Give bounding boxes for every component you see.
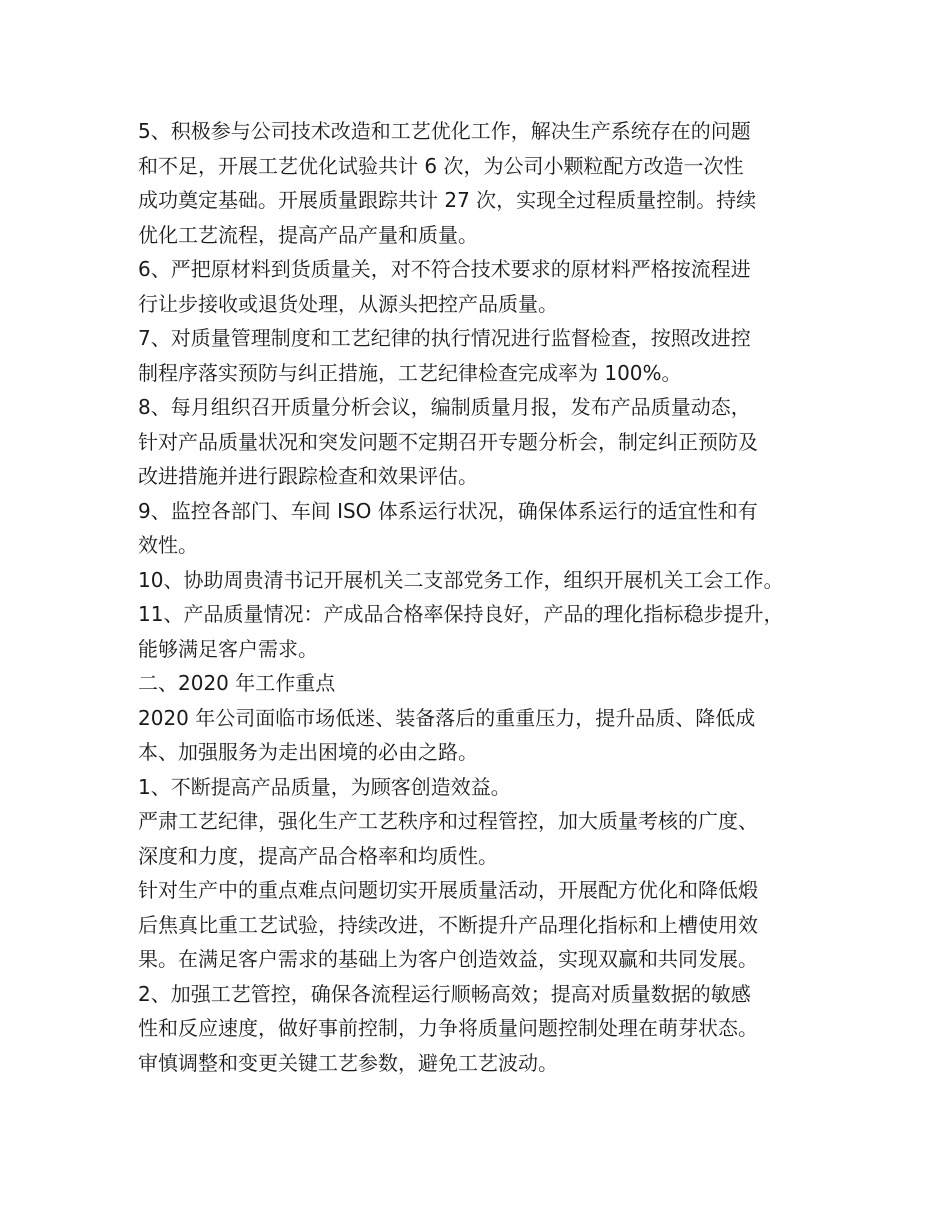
text-line: 针对生产中的重点难点问题切实开展质量活动，开展配方优化和降低煅 [138,878,758,902]
text-line: 6、严把原材料到货质量关，对不符合技术要求的原材料严格按流程进 [138,257,751,281]
text-line: 能够满足客户需求。 [138,636,318,661]
text-line: 性和反应速度，做好事前控制，力争将质量问题控制处理在萌芽状态。 [138,1016,758,1040]
text-line: 11、产品质量情况：产成品合格率保持良好，产品的理化指标稳步提升， [138,602,784,626]
text-line: 10、协助周贵清书记开展机关二支部党务工作，组织开展机关工会工作。 [138,567,784,592]
section-heading: 二、2020 年工作重点 [138,671,336,695]
text-line: 严肃工艺纪律，强化生产工艺秩序和过程管控，加大质量考核的广度、 [138,809,758,833]
text-line: 2、加强工艺管控，确保各流程运行顺畅高效；提高对质量数据的敏感 [138,981,751,1006]
text-line: 制程序落实预防与纠正措施，工艺纪律检查完成率为 100%。 [138,360,682,385]
text-line: 5、积极参与公司技术改造和工艺优化工作，解决生产系统存在的问题 [138,119,751,143]
text-line: 效性。 [138,533,198,557]
text-line: 成功奠定基础。开展质量跟踪共计 27 次，实现全过程质量控制。持续 [138,188,757,212]
text-line: 后焦真比重工艺试验，持续改进，不断提升产品理化指标和上槽使用效 [138,912,758,937]
text-line: 1、不断提高产品质量，为顾客创造效益。 [138,774,511,799]
text-line: 7、对质量管理制度和工艺纪律的执行情况进行监督检查，按照改进控 [138,326,751,350]
text-line: 2020 年公司面临市场低迷、装备落后的重重压力，提升品质、降低成 [138,705,756,730]
document-body [138,114,828,1080]
text-line: 审慎调整和变更关键工艺参数，避免工艺波动。 [138,1050,558,1075]
text-line: 优化工艺流程，提高产品产量和质量。 [138,222,478,247]
text-line: 针对产品质量状况和突发问题不定期召开专题分析会，制定纠正预防及 [138,429,758,454]
text-line: 9、监控各部门、车间 ISO 体系运行状况，确保体系运行的适宜性和有 [138,498,758,523]
text-line: 果。在满足客户需求的基础上为客户创造效益，实现双赢和共同发展。 [138,947,758,971]
text-line: 深度和力度，提高产品合格率和均质性。 [138,843,498,868]
text-line: 和不足，开展工艺优化试验共计 6 次，为公司小颗粒配方改造一次性 [138,153,744,178]
text-line: 改进措施并进行跟踪检查和效果评估。 [138,464,478,488]
text-line: 行让步接收或退货处理，从源头把控产品质量。 [138,291,558,316]
text-line: 8、每月组织召开质量分析会议，编制质量月报，发布产品质量动态， [138,395,751,419]
text-line: 本、加强服务为走出困境的必由之路。 [138,740,478,764]
